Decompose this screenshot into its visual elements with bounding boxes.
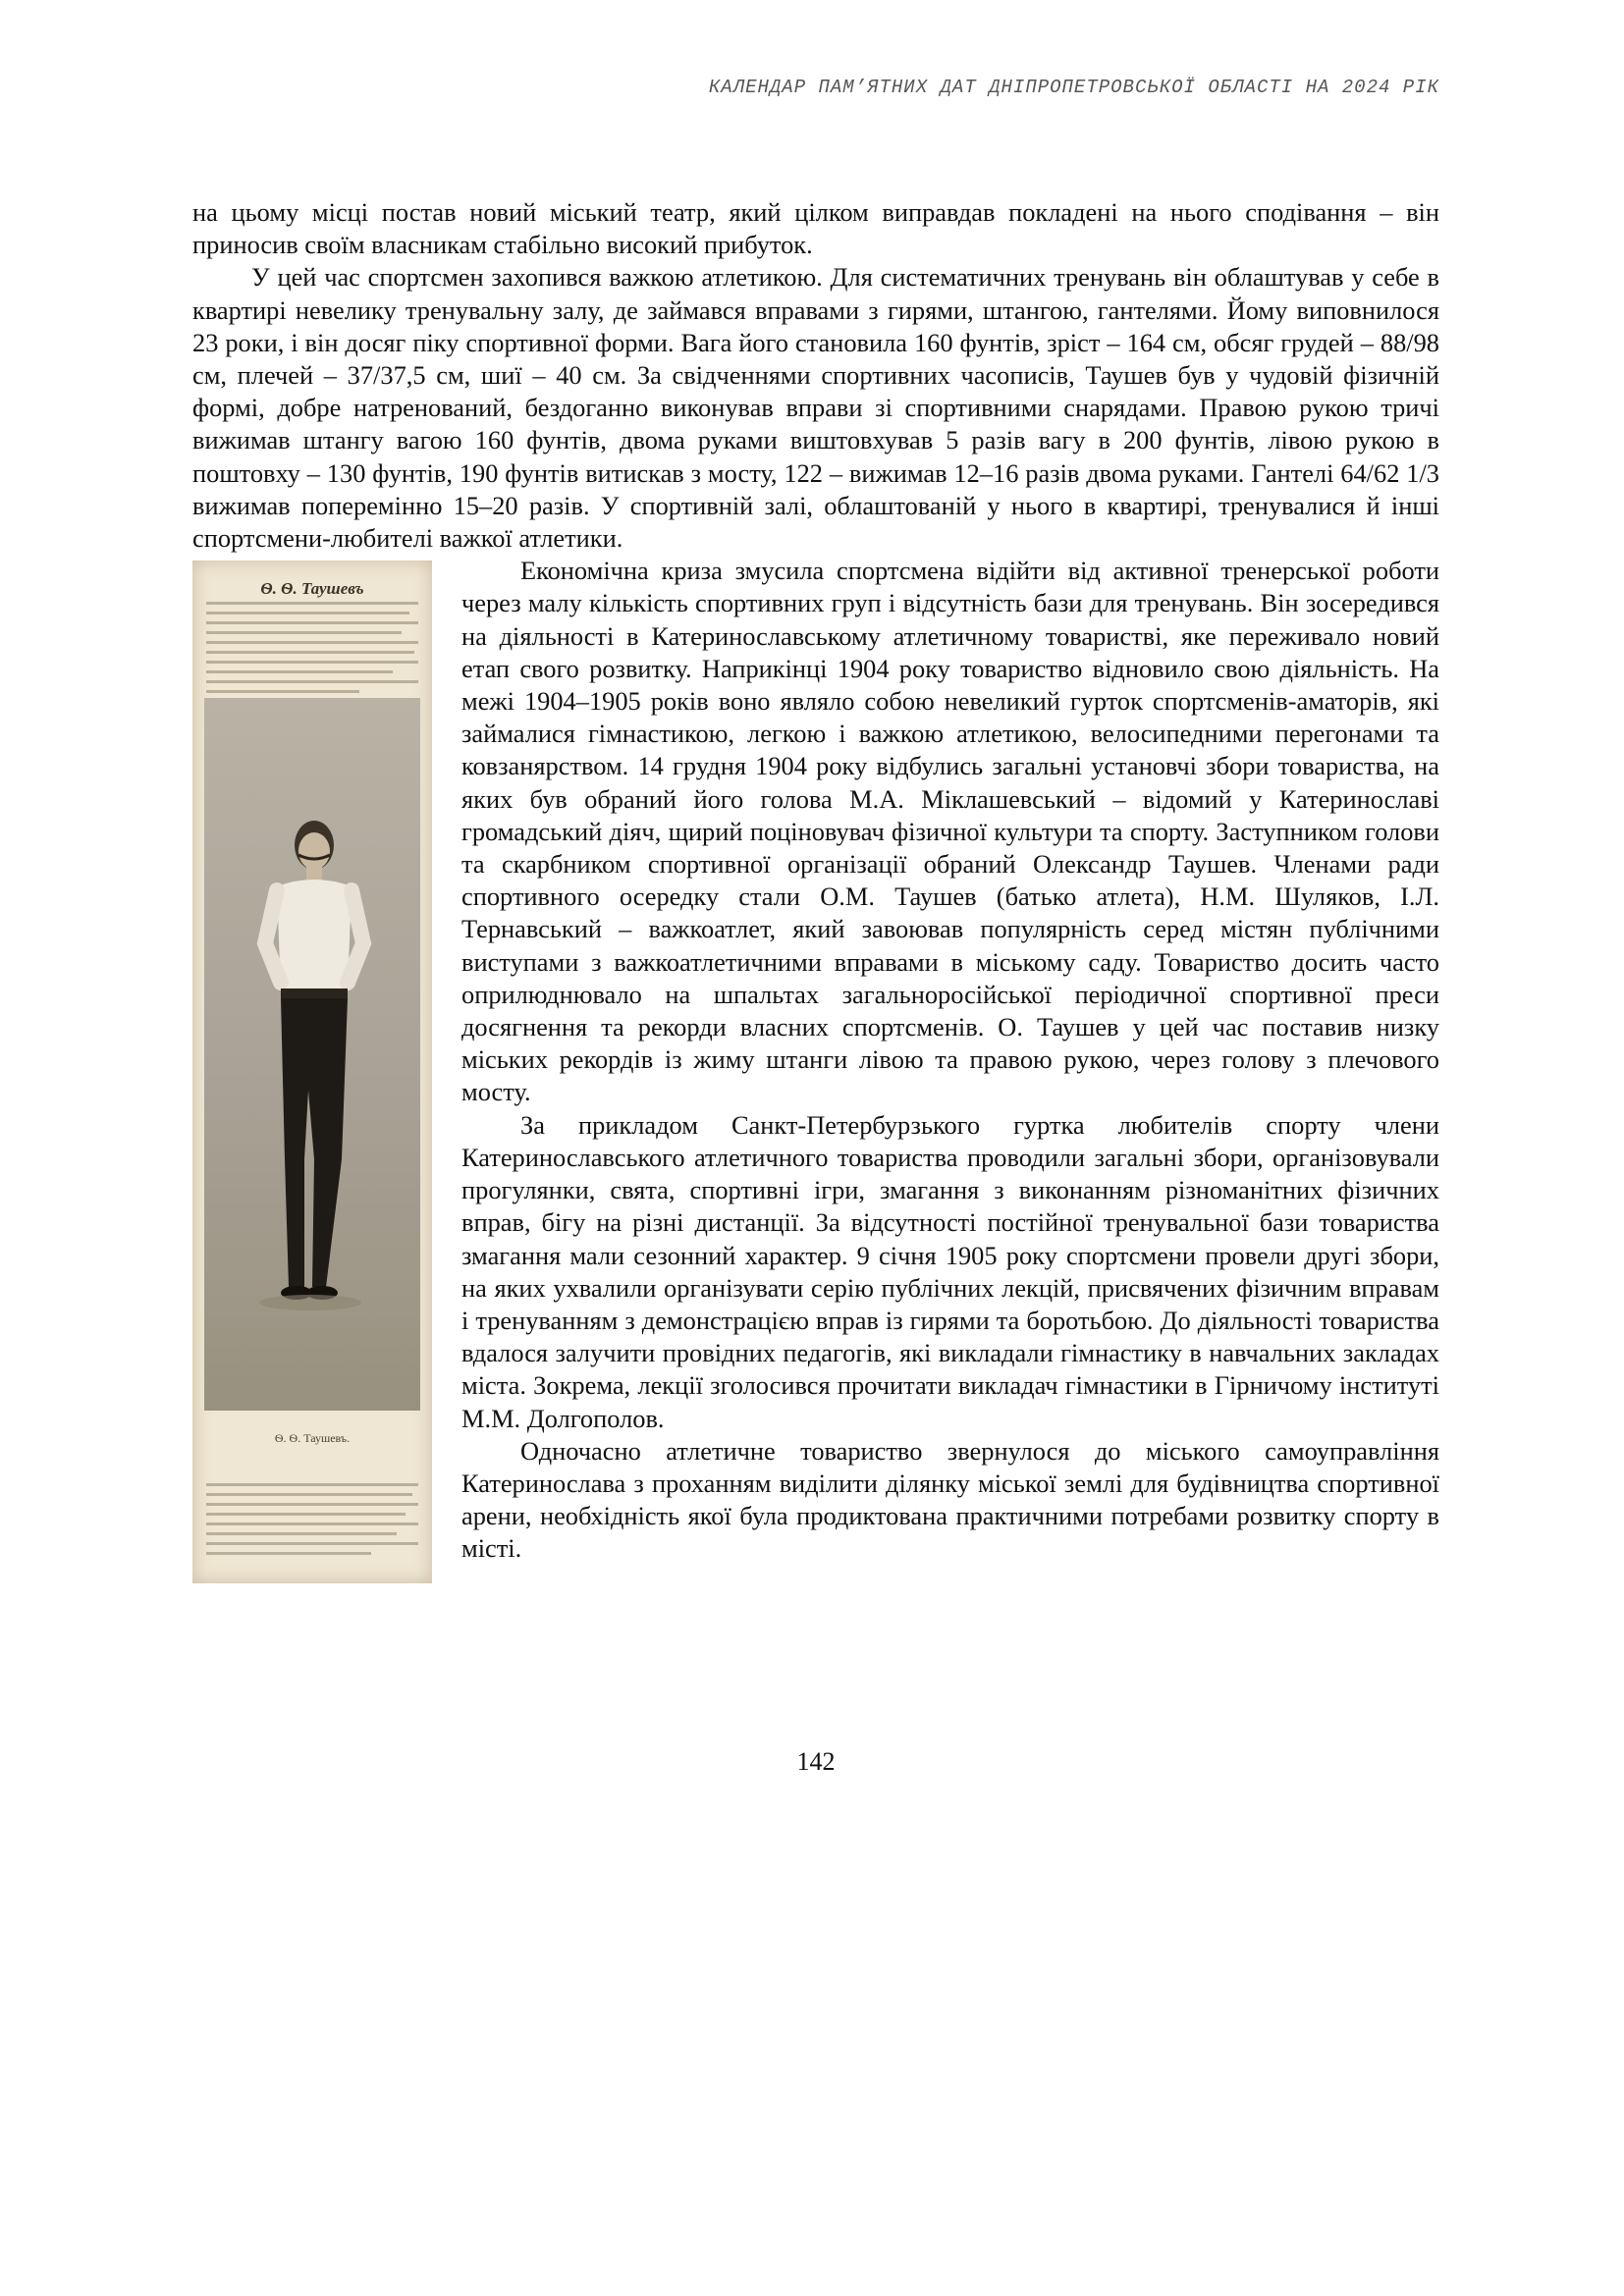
- clipping-text-lines-bottom: [206, 1483, 418, 1562]
- clipping-title: Ѳ. Ѳ. Таушевъ: [260, 579, 364, 599]
- athlete-figure-icon: [204, 698, 420, 1411]
- clipping-text-lines: [206, 602, 418, 700]
- newspaper-clipping-figure: [192, 561, 432, 1583]
- running-header: КАЛЕНДАР ПАМ’ЯТНИХ ДАТ ДНІПРОПЕТРОВСЬКОЇ ОБЛАСТІ НА 2024 РІК: [708, 77, 1439, 98]
- photo-caption: Ѳ. Ѳ. Таушевъ.: [274, 1431, 351, 1446]
- paragraph-3: Економічна криза змусила спортсмена відійти від активної тренерської роботи через малу кількість спортивних груп і відсутність бази для тренувань. Він зосередився на діяльності в Катеринославському атлетичному товаристві, яке переживало новий етап свого розвитку. Наприкінці 1904 року товариство відновило свою діяльність. На межі 1904–1905 років воно являло собою невеликий гурток спортсменів-аматорів, які займалися гімнастикою, легкою і важкою атлетикою, велосипедними перегонами та ковзанярством. 14 грудня 1904 року відбулись загальні установчі збори товариства, на яких був обраний його голова М.А. Міклашевський – відомий у Катеринославі громадський діяч, щирий поціновувач фізичної культури та спорту. Заступником голови та скарбником спортивної організації обраний Олександр Таушев. Членами ради спортивного осередку стали О.М. Таушев (батько атлета), Н.М. Шуляков, І.Л. Тернавський – важкоатлет, який завоював популярність серед містян публічними виступами з важкоатлетичними вправами в міському саду. Товариство досить часто оприлюднювало на шпальтах загальноросійської періодичної спортивної преси досягнення та рекорди власних спортсменів. О. Таушев у цей час поставив низку міських рекордів із жиму штанги лівою та правою рукою, через голову з плечового мосту.: [461, 556, 1439, 1107]
- paragraph-1: на цьому місці постав новий міський театр, який цілком виправдав покладені на нього сподівання – він приносив своїм власникам стабільно високий прибуток.: [192, 197, 1439, 260]
- article-body: [192, 196, 1439, 1587]
- paragraph-2: У цей час спортсмен захопився важкою атлетикою. Для систематичних тренувань він облаштував у себе в квартирі невелику тренувальну залу, де займався вправами з гирями, штангою, гантелями. Йому виповнилося 23 роки, і він досяг піку спортивної форми. Вага його становила 160 фунтів, зріст – 164 см, обсяг грудей – 88/98 см, плечей – 37/37,5 см, шиї – 40 см. За свідченнями спортивних часописів, Таушев був у чудовій фізичній формі, добре натренований, бездоганно виконував вправи зі спортивними снарядами. Правою рукою тричі вижимав штангу вагою 160 фунтів, двома руками виштовхував 5 разів вагу в 200 фунтів, лівою рукою в поштовху – 130 фунтів, 190 фунтів витискав з мосту, 122 – вижимав 12–16 разів двома руками. Гантелі 64/62 1/3 вижимав поперемінно 15–20 разів. У спортивній залі, облаштованій у нього в квартирі, тренувалися й інші спортсмени-любителі важкої атлетики.: [192, 262, 1439, 554]
- paragraph-5: Одночасно атлетичне товариство звернулося до міського самоуправління Катеринослава з проханням виділити ділянку міської землі для будівництва спортивної арени, необхідність якої була продиктована практичними потребами розвитку спорту в місті.: [461, 1435, 1439, 1564]
- page-number: 142: [796, 1747, 836, 1776]
- paragraph-4: За прикладом Санкт-Петербурзького гуртка любителів спорту члени Катеринославського атлетичного товариства проводили загальні збори, організовували прогулянки, свята, спортивні ігри, змагання з виконанням різноманітних фізичних вправ, бігу на різні дистанції. За відсутності постійної тренувальної бази товариства змагання мали сезонний характер. 9 січня 1905 року спортсмени провели другі збори, на яких ухвалили організувати серію публічних лекцій, присвячених фізичним вправам і тренуванням з демонстрацією вправ із гирями та боротьбою. До діяльності товариства вдалося залучити провідних педагогів, які викладали гімнастику в навчальних закладах міста. Зокрема, лекції зголосився прочитати викладач гімнастики в Гірничому інституті М.М. Долгополов.: [461, 1109, 1439, 1433]
- athlete-photo: [204, 698, 420, 1411]
